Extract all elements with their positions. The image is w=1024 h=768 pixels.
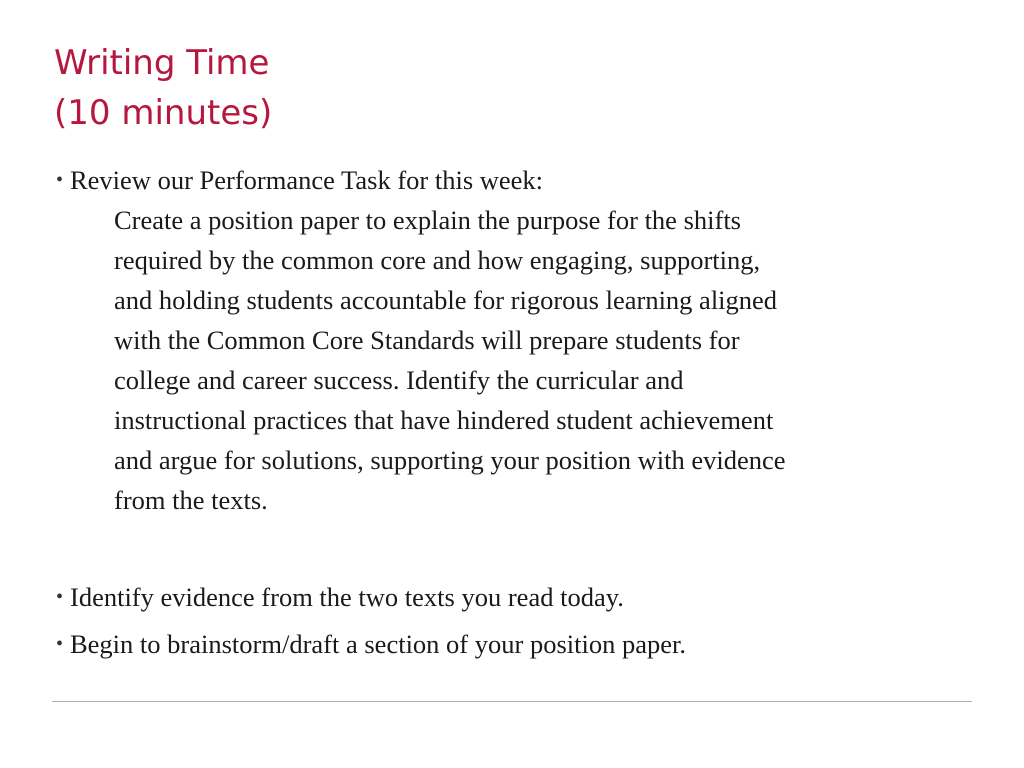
performance-task-description xyxy=(114,200,986,520)
bullet-text: Identify evidence from the two texts you read today. xyxy=(70,582,624,612)
description-line: college and career success. Identify the curricular and xyxy=(114,365,684,395)
description-line: and holding students accountable for rigorous learning aligned xyxy=(114,285,778,315)
bullet-dot-icon: • xyxy=(56,169,64,191)
slide-title xyxy=(54,38,272,138)
description-line: and argue for solutions, supporting your position with evidence xyxy=(114,445,786,475)
footer-divider xyxy=(52,701,972,702)
description-line: Create a position paper to explain the purpose for the shifts xyxy=(114,205,741,235)
bullet-dot-icon: • xyxy=(56,633,64,655)
description-line: instructional practices that have hindered student achievement xyxy=(114,405,774,435)
bullet-brainstorm xyxy=(56,624,986,664)
bullet-review-task xyxy=(56,160,986,200)
bullet-text: Begin to brainstorm/draft a section of your position paper. xyxy=(70,629,686,659)
description-line: from the texts. xyxy=(114,485,268,515)
title-line-1: Writing Time xyxy=(54,43,270,83)
title-line-2: (10 minutes) xyxy=(54,93,273,133)
bullet-dot-icon: • xyxy=(56,586,64,608)
description-line: required by the common core and how engaging, supporting, xyxy=(114,245,761,275)
bullet-identify-evidence xyxy=(56,577,986,617)
description-line: with the Common Core Standards will prepare students for xyxy=(114,325,740,355)
bullet-text: Review our Performance Task for this week: xyxy=(70,165,544,195)
slide-body xyxy=(56,160,986,664)
